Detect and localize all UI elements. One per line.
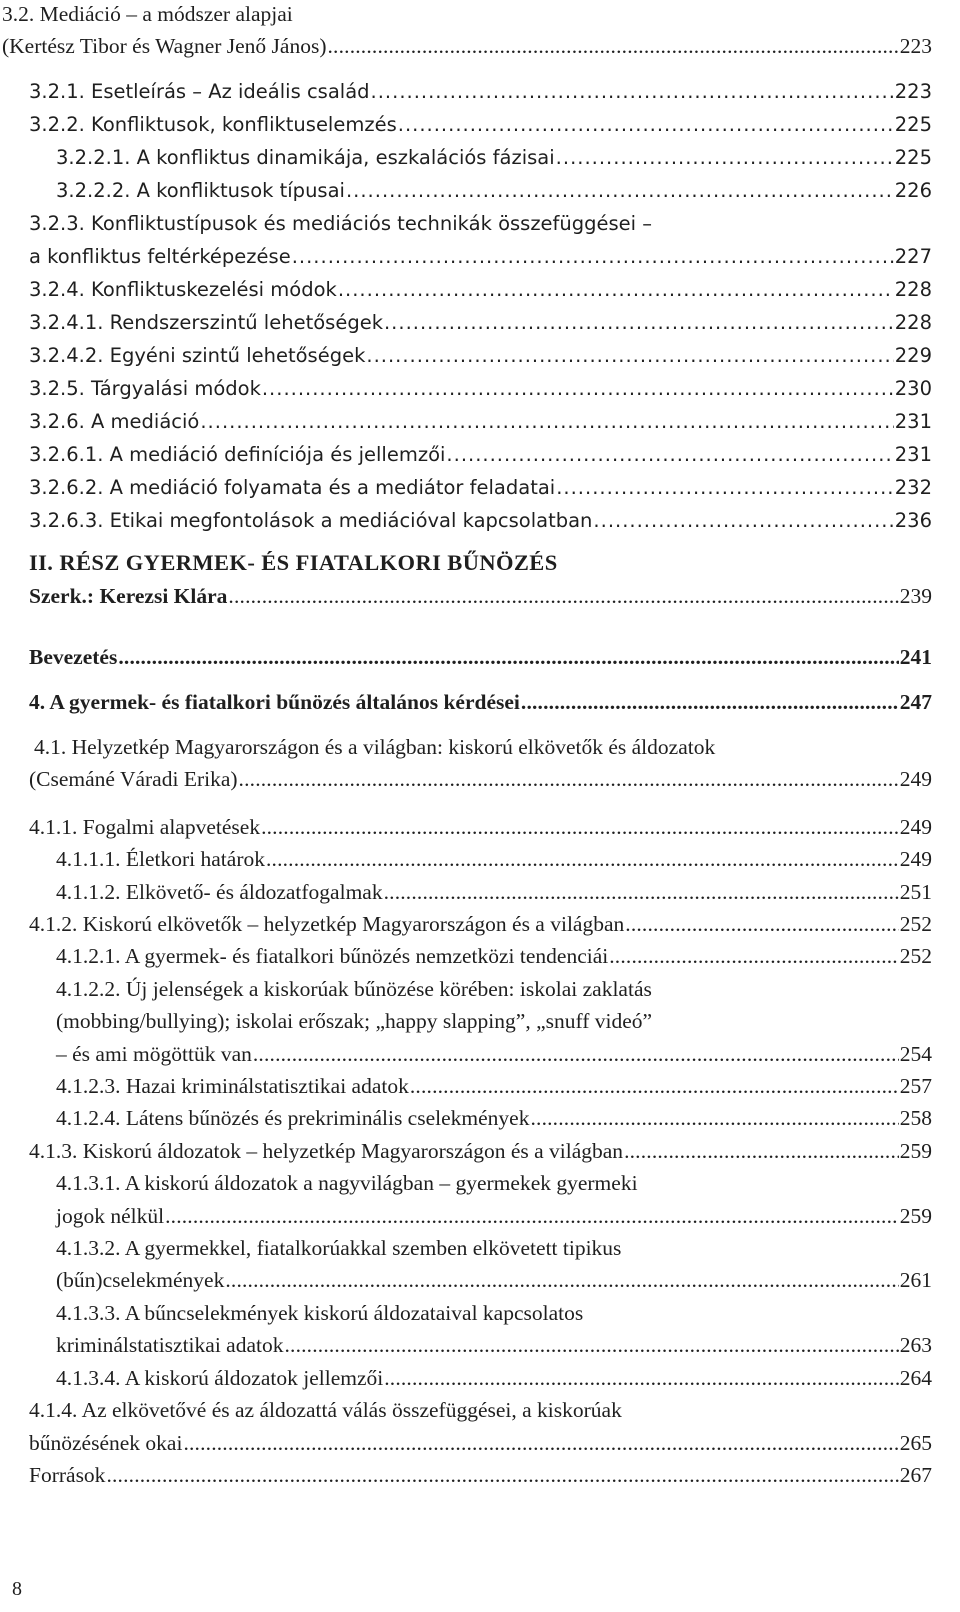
toc-entry-text: 4.1.2.1. A gyermek- és fiatalkori bűnözés nemzetközi tendenciái <box>56 944 609 968</box>
toc-entry <box>56 944 932 969</box>
toc-entry <box>29 767 932 792</box>
toc-entry <box>56 1366 932 1391</box>
dot-leader <box>200 410 893 433</box>
toc-entry <box>56 179 932 202</box>
toc-line: 4.1.4. Az elkövetővé és az áldozattá válás összefüggései, a kiskorúak <box>29 1398 622 1422</box>
toc-entry-text: (Csemáné Váradi Erika) <box>29 767 238 791</box>
dot-leader <box>253 1042 899 1067</box>
toc-entry-text: 3.2.6.2. A mediáció folyamata és a mediátor feladatai <box>29 476 556 499</box>
toc-page-number: 261 <box>899 1268 932 1292</box>
toc-entry <box>29 815 932 840</box>
dot-leader <box>398 113 894 136</box>
toc-entry-text: – és ami mögöttük van <box>56 1042 252 1066</box>
dot-leader <box>261 815 899 840</box>
toc-page-number: 231 <box>894 410 932 433</box>
toc-entry-text: 4.1.2.3. Hazai kriminálstatisztikai adatok <box>56 1074 409 1098</box>
toc-line: 4.1.3.1. A kiskorú áldozatok a nagyvilágban – gyermekek gyermeki <box>56 1171 638 1195</box>
toc-entry-text: 4. A gyermek- és fiatalkori bűnözés általános kérdései <box>29 690 520 714</box>
toc-page-number: 249 <box>899 815 932 839</box>
toc-page-number: 258 <box>899 1106 932 1130</box>
dot-leader <box>225 1268 898 1293</box>
toc-entry <box>29 377 932 400</box>
toc-entry <box>29 80 932 103</box>
toc-entry-text: 4.1.1.2. Elkövető- és áldozatfogalmak <box>56 880 383 904</box>
toc-page-number: 249 <box>899 847 932 871</box>
toc-page-number: 254 <box>899 1042 932 1066</box>
part-heading: II. RÉSZ GYERMEK- ÉS FIATALKORI BŰNÖZÉS <box>29 550 558 575</box>
toc-page-number: 227 <box>894 245 932 268</box>
toc-line: 4.1.3.2. A gyermekkel, fiatalkorúakkal szemben elkövetett tipikus <box>56 1236 622 1260</box>
toc-entry-text: 3.2.4.2. Egyéni szintű lehetőségek <box>29 344 366 367</box>
dot-leader <box>410 1074 899 1099</box>
toc-page-number: 252 <box>899 912 932 936</box>
dot-leader <box>292 245 894 268</box>
toc-line: 4.1. Helyzetkép Magyarországon és a világban: kiskorú elkövetők és áldozatok <box>34 735 716 759</box>
toc-line: 3.2.3. Konfliktustípusok és mediációs technikák összefüggései – <box>29 212 653 235</box>
toc-entry <box>29 584 932 609</box>
toc-page-number: 225 <box>894 113 932 136</box>
toc-entry <box>56 1042 932 1067</box>
toc-entry-text: 3.2.4. Konfliktuskezelési módok <box>29 278 337 301</box>
toc-page-number: 223 <box>894 80 932 103</box>
toc-entry-text: (Kertész Tibor és Wagner Jenő János) <box>2 34 327 58</box>
toc-entry-text: 3.2.6. A mediáció <box>29 410 200 433</box>
toc-page-number: 228 <box>894 311 932 334</box>
toc-entry <box>56 1268 932 1293</box>
toc-page-number: 264 <box>899 1366 932 1390</box>
page-number: 8 <box>12 1578 22 1600</box>
dot-leader <box>183 1431 898 1456</box>
toc-entry-text: 4.1.1. Fogalmi alapvetések <box>29 815 261 839</box>
dot-leader <box>284 1333 898 1358</box>
toc-page-number: 267 <box>899 1463 932 1487</box>
dot-leader <box>239 767 899 792</box>
toc-entry <box>56 1204 932 1229</box>
toc-entry-text: 4.1.3. Kiskorú áldozatok – helyzetkép Magyarországon és a világban <box>29 1139 624 1163</box>
toc-entry-text: jogok nélkül <box>56 1204 165 1228</box>
toc-page-number: 225 <box>894 146 932 169</box>
toc-entry <box>29 344 932 367</box>
dot-leader <box>521 690 899 715</box>
toc-entry <box>56 847 932 872</box>
dot-leader <box>106 1463 898 1488</box>
toc-entry-text: 3.2.6.3. Etikai megfontolások a mediációval kapcsolatban <box>29 509 593 532</box>
dot-leader <box>262 377 894 400</box>
toc-page-number: 263 <box>899 1333 932 1357</box>
toc-entry <box>29 113 932 136</box>
toc-entry <box>29 245 932 268</box>
toc-entry <box>29 1463 932 1488</box>
toc-entry-text: a konfliktus feltérképezése <box>29 245 291 268</box>
toc-line: 4.1.3.3. A bűncselekmények kiskorú áldozataival kapcsolatos <box>56 1301 584 1325</box>
toc-entry-text: kriminálstatisztikai adatok <box>56 1333 284 1357</box>
dot-leader <box>384 880 899 905</box>
toc-page-number: 257 <box>899 1074 932 1098</box>
toc-entry-text: 4.1.2.4. Látens bűnözés és prekriminális cselekmények <box>56 1106 530 1130</box>
toc-line: 3.2. Mediáció – a módszer alapjai <box>2 2 293 26</box>
dot-leader <box>556 146 894 169</box>
toc-entry-text: bűnözésének okai <box>29 1431 183 1455</box>
toc-entry <box>56 1333 932 1358</box>
toc-page-number: 230 <box>894 377 932 400</box>
toc-page-number: 223 <box>899 34 932 58</box>
dot-leader <box>446 443 893 466</box>
toc-entry <box>56 146 932 169</box>
toc-entry <box>29 1139 932 1164</box>
toc-entry-text: 4.1.2. Kiskorú elkövetők – helyzetkép Magyarországon és a világban <box>29 912 625 936</box>
toc-entry-text: Bevezetés <box>29 645 118 669</box>
toc-page-number: 229 <box>894 344 932 367</box>
toc-page-number: 226 <box>894 179 932 202</box>
dot-leader <box>593 509 893 532</box>
toc-entry-text: (bűn)cselekmények <box>56 1268 225 1292</box>
toc-entry <box>29 1431 932 1456</box>
toc-page-number: 232 <box>894 476 932 499</box>
toc-entry <box>29 278 932 301</box>
toc-entry-text: 3.2.2. Konfliktusok, konfliktuselemzés <box>29 113 397 136</box>
dot-leader <box>366 344 893 367</box>
toc-entry <box>29 645 932 670</box>
toc-page-number: 239 <box>899 584 932 608</box>
toc-entry <box>29 690 932 715</box>
dot-leader <box>228 584 898 609</box>
toc-page-number: 252 <box>899 944 932 968</box>
toc-entry-text: 4.1.3.4. A kiskorú áldozatok jellemzői <box>56 1366 384 1390</box>
toc-entry-text: 3.2.6.1. A mediáció definíciója és jellemzői <box>29 443 446 466</box>
dot-leader <box>328 34 899 59</box>
toc-entry <box>29 509 932 532</box>
toc-entry-text: Szerk.: Kerezsi Klára <box>29 584 228 608</box>
dot-leader <box>266 847 899 872</box>
toc-entry-text: 3.2.1. Esetleírás – Az ideális család <box>29 80 370 103</box>
toc-line: (mobbing/bullying); iskolai erőszak; „happy slapping”, „snuff videó” <box>56 1009 653 1033</box>
dot-leader <box>625 912 898 937</box>
toc-entry <box>29 912 932 937</box>
toc-entry-text: Források <box>29 1463 106 1487</box>
toc-page-number: 247 <box>899 690 932 714</box>
dot-leader <box>556 476 894 499</box>
toc-entry <box>56 1074 932 1099</box>
toc-entry-text: 3.2.4.1. Rendszerszintű lehetőségek <box>29 311 383 334</box>
toc-entry-text: 3.2.2.1. A konfliktus dinamikája, eszkalációs fázisai <box>56 146 555 169</box>
dot-leader <box>338 278 894 301</box>
dot-leader <box>346 179 894 202</box>
toc-line: 4.1.2.2. Új jelenségek a kiskorúak bűnözése körében: iskolai zaklatás <box>56 977 652 1001</box>
dot-leader <box>384 311 894 334</box>
toc-page-number: 259 <box>899 1204 932 1228</box>
dot-leader <box>384 1366 899 1391</box>
toc-page-number: 259 <box>899 1139 932 1163</box>
toc-entry <box>29 410 932 433</box>
toc-page-number: 236 <box>894 509 932 532</box>
toc-entry <box>2 34 932 59</box>
toc-entry <box>29 311 932 334</box>
toc-entry-text: 3.2.2.2. A konfliktusok típusai <box>56 179 345 202</box>
dot-leader <box>530 1106 898 1131</box>
toc-entry-text: 3.2.5. Tárgyalási módok <box>29 377 261 400</box>
toc-page-number: 231 <box>894 443 932 466</box>
toc-entry <box>29 476 932 499</box>
dot-leader <box>118 645 898 670</box>
dot-leader <box>609 944 899 969</box>
toc-entry <box>29 443 932 466</box>
toc-page-number: 265 <box>899 1431 932 1455</box>
dot-leader <box>371 80 894 103</box>
toc-page-number: 241 <box>899 645 932 669</box>
toc-entry-text: 4.1.1.1. Életkori határok <box>56 847 265 871</box>
toc-entry <box>56 1106 932 1131</box>
dot-leader <box>624 1139 899 1164</box>
dot-leader <box>165 1204 899 1229</box>
toc-entry <box>56 880 932 905</box>
toc-page-number: 249 <box>899 767 932 791</box>
toc-page-number: 251 <box>899 880 932 904</box>
toc-page-number: 228 <box>894 278 932 301</box>
